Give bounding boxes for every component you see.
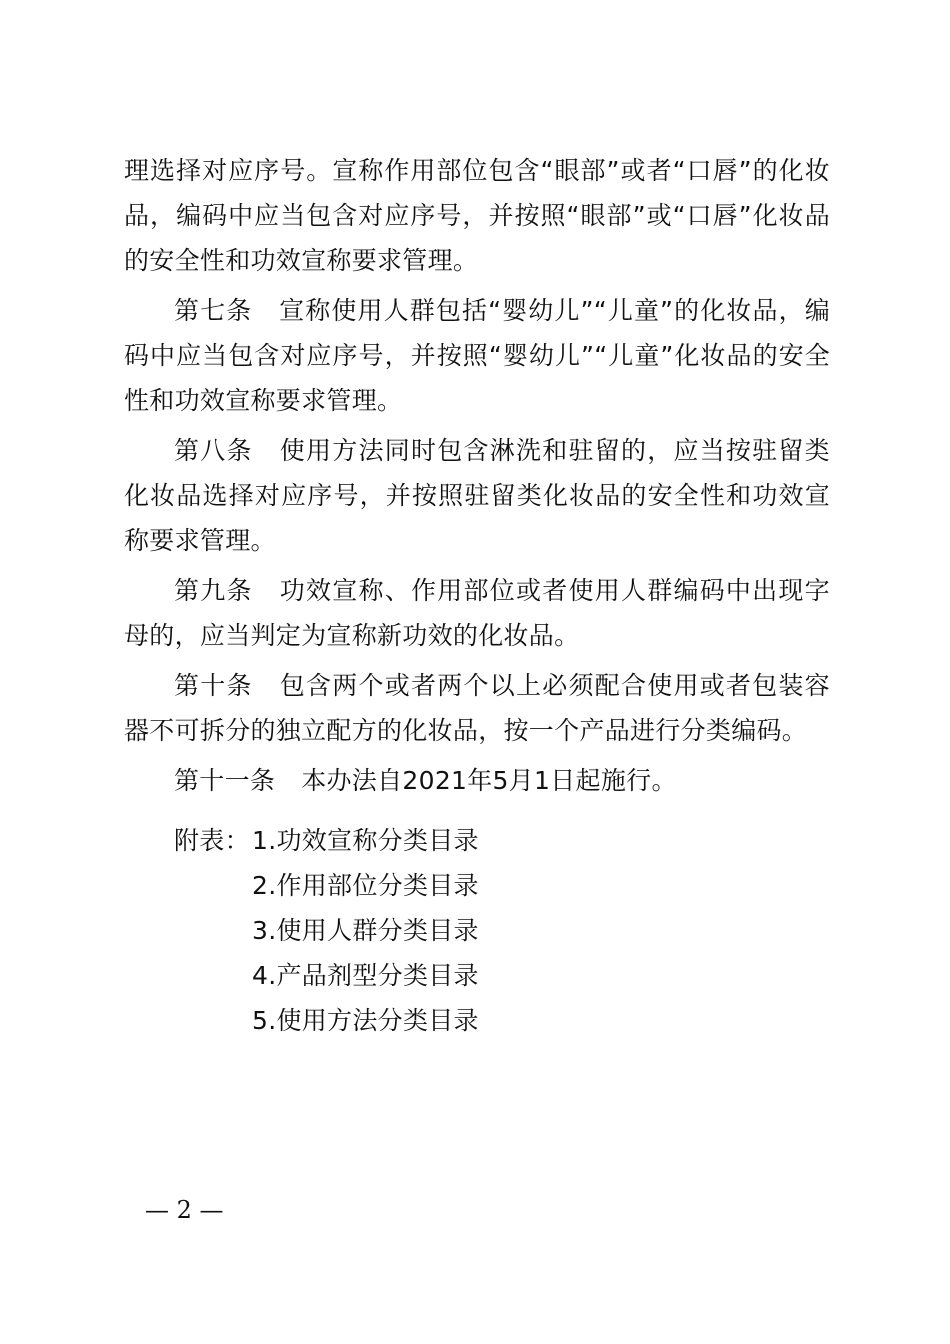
article-text: 包含两个或者两个以上必须配合使用或者包装容器不可拆分的独立配方的化妆品，按一个产品进行分类编码。	[124, 671, 830, 745]
article-number: 第十一条	[174, 766, 276, 795]
article-number: 第七条	[174, 296, 253, 325]
article-text: 使用方法同时包含淋洗和驻留的，应当按驻留类化妆品选择对应序号，并按照驻留类化妆品的安全性和功效宣称要求管理。	[124, 436, 830, 555]
attachment-title: 4.产品剂型分类目录	[252, 961, 479, 990]
attachment-label: 附表：	[174, 826, 250, 855]
article-number: 第八条	[174, 436, 253, 465]
attachment-item	[174, 998, 479, 1043]
article-number: 第九条	[174, 576, 253, 605]
attachment-title: 2.作用部位分类目录	[252, 871, 479, 900]
article-number: 第十条	[174, 671, 253, 700]
attachment-item	[174, 818, 479, 863]
paragraph-continued	[124, 148, 830, 283]
attachment-title: 1.功效宣称分类目录	[252, 826, 479, 855]
document-body	[124, 148, 830, 808]
article-9	[124, 568, 830, 658]
attachment-list	[174, 818, 479, 1043]
article-text: 功效宣称、作用部位或者使用人群编码中出现字母的，应当判定为宣称新功效的化妆品。	[124, 576, 830, 650]
article-text: 宣称使用人群包括“婴幼儿”“儿童”的化妆品，编码中应当包含对应序号，并按照“婴幼儿”“儿童”化妆品的安全性和功效宣称要求管理。	[124, 296, 830, 415]
article-10	[124, 663, 830, 753]
attachment-item	[174, 863, 479, 908]
article-text: 本办法自2021年5月1日起施行。	[301, 766, 677, 795]
attachment-title: 5.使用方法分类目录	[252, 1006, 479, 1035]
page-number: — 2 —	[145, 1196, 224, 1224]
article-8	[124, 428, 830, 563]
attachment-item	[174, 908, 479, 953]
attachment-title: 3.使用人群分类目录	[252, 916, 479, 945]
article-11	[124, 758, 830, 803]
attachment-item	[174, 953, 479, 998]
paragraph-text: 理选择对应序号。宣称作用部位包含“眼部”或者“口唇”的化妆品，编码中应当包含对应序号，并按照“眼部”或“口唇”化妆品的安全性和功效宣称要求管理。	[124, 156, 830, 275]
article-7	[124, 288, 830, 423]
